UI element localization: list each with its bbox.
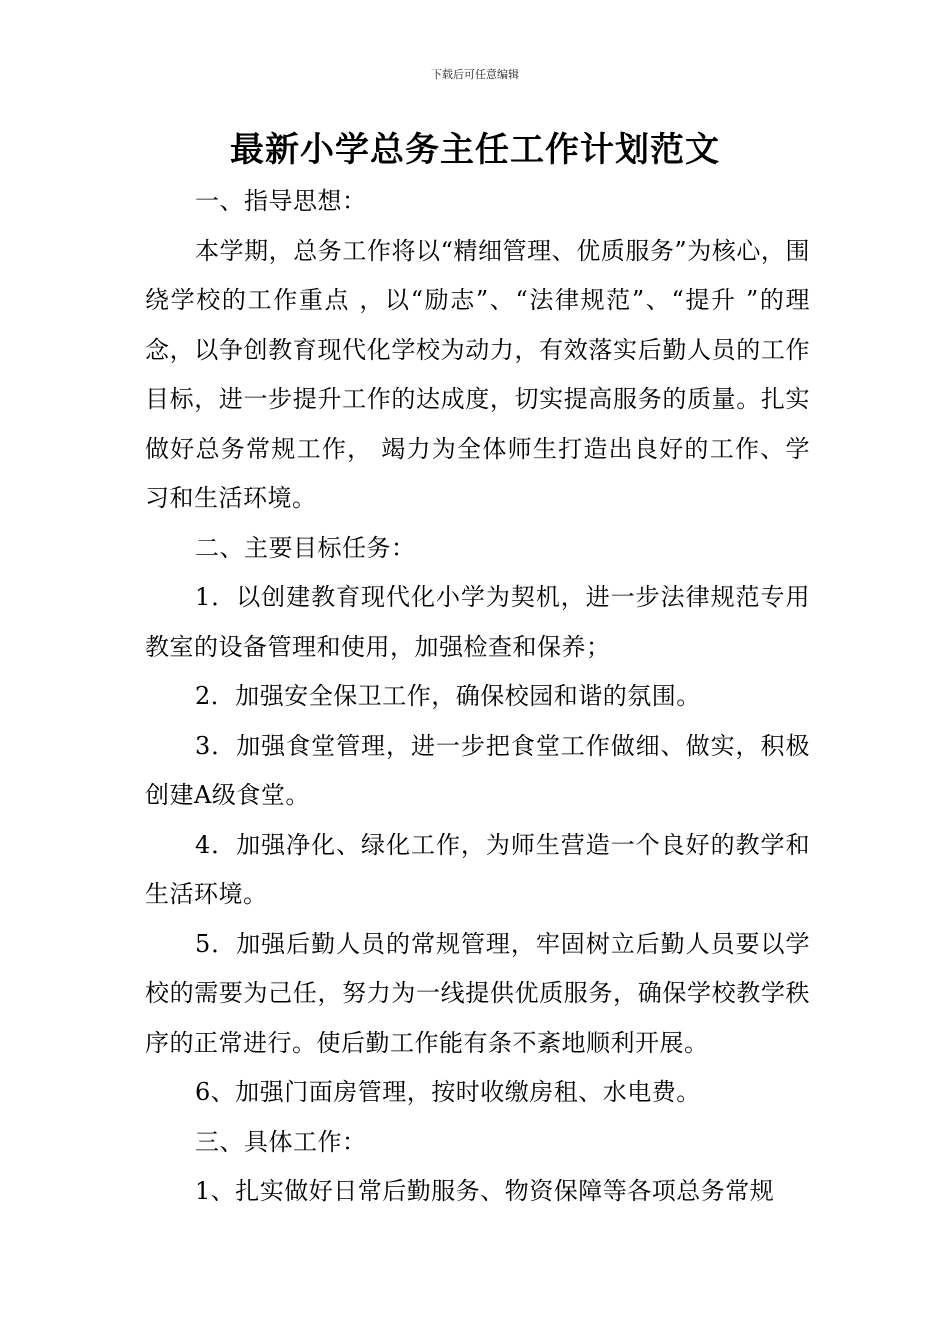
paragraph-guiding-thought: 本学期，总务工作将以“精细管理、优质服务”为核心，围绕学校的工作重点 ，以“励志”、“法律规范”、“提升 ”的理念，以争创教育现代化学校为动力，有效落实后勤人员的工作目标，进一步提升工作的达成度，切实提高服务的质量。扎实做好总务常规工作， 竭力为全体师生打造出良好的工作、学习和生活环境。: [145, 236, 810, 512]
goal-item-6: 6、加强门面房管理，按时收缴房租、水电费。: [195, 1078, 701, 1106]
section-heading-main-goals: 二、主要目标任务：: [195, 533, 416, 562]
page-header-note: 下载后可任意编辑: [431, 68, 519, 81]
section-heading-guiding-thought: 一、指导思想：: [195, 187, 367, 215]
section-heading-specific-work: 三、具体工作：: [195, 1127, 367, 1156]
goal-item-1: 1．以创建教育现代化小学为契机，进一步法律规范专用教室的设备管理和使用，加强检查和保养；: [145, 583, 810, 661]
work-item-1: 1、扎实做好日常后勤服务、物资保障等各项总务常规: [195, 1177, 775, 1205]
goal-item-4: 4．加强净化、绿化工作，为师生营造一个良好的教学和生活环境。: [145, 830, 810, 908]
goal-item-3: 3．加强食堂管理，进一步把食堂工作做细、做实，积极创建A级食堂。: [145, 731, 810, 809]
goal-item-5: 5．加强后勤人员的常规管理，牢固树立后勤人员要以学校的需要为己任，努力为一线提供优质服务，确保学校教学秩序的正常进行。使后勤工作能有条不紊地顺利开展。: [145, 929, 810, 1057]
goal-item-2: 2．加强安全保卫工作，确保校园和谐的氛围。: [195, 682, 701, 710]
document-title: 最新小学总务主任工作计划范文: [230, 130, 720, 170]
document-body: [145, 177, 810, 1217]
